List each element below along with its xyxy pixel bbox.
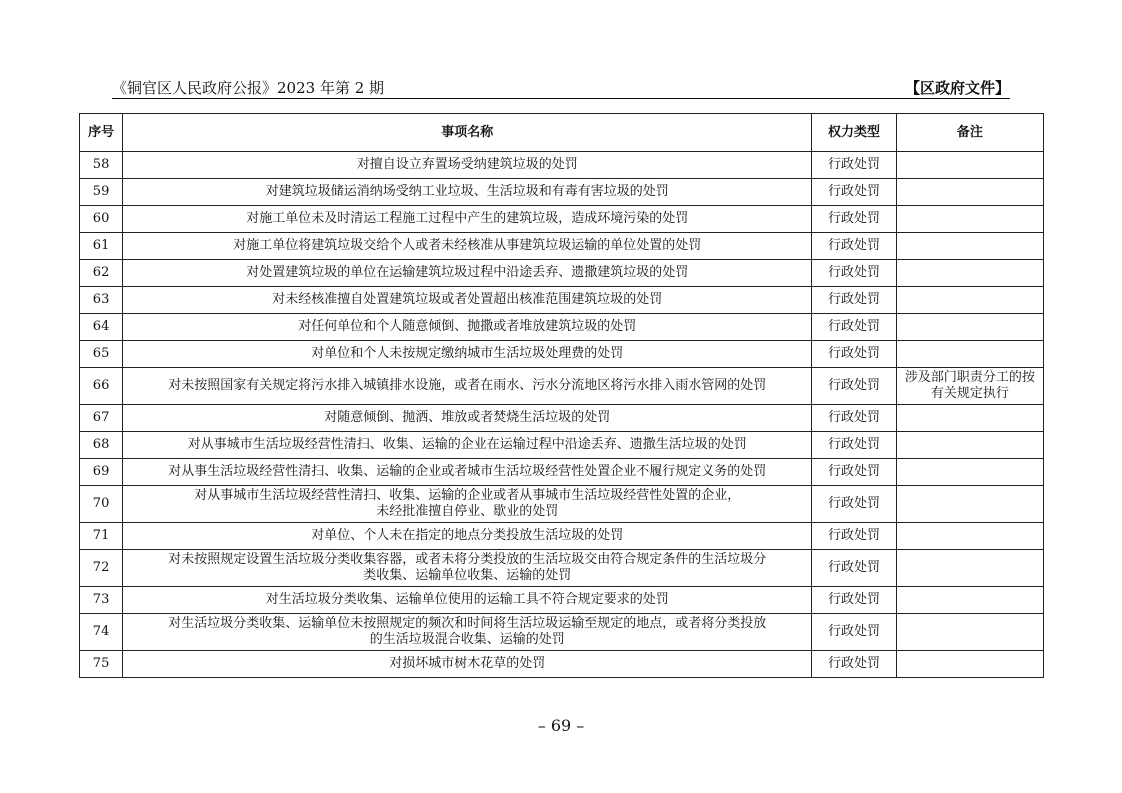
row-item-name [123,523,812,550]
remark-line: 有关规定执行 [930,386,1009,401]
table-row [80,651,1044,678]
section-label: 【区政府文件】 [904,79,1010,97]
row-item-name [123,314,812,341]
row-power-type: 行政处罚 [812,233,896,260]
row-serial: 75 [80,651,123,678]
row-power-type: 行政处罚 [812,206,896,233]
row-item-name [123,651,812,678]
row-item-name [123,179,812,206]
row-remarks [896,233,1043,260]
row-serial: 67 [80,405,123,432]
row-serial: 68 [80,432,123,459]
row-power-type: 行政处罚 [812,651,896,678]
row-power-type: 行政处罚 [812,587,896,614]
row-power-type: 行政处罚 [812,341,896,368]
row-serial: 70 [80,486,123,523]
row-remarks [896,368,1043,405]
row-serial: 58 [80,152,123,179]
row-power-type: 行政处罚 [812,368,896,405]
row-remarks [896,486,1043,523]
row-power-type: 行政处罚 [812,459,896,486]
row-remarks [896,523,1043,550]
row-serial: 73 [80,587,123,614]
row-item-name [123,341,812,368]
row-serial: 64 [80,314,123,341]
page-number: – 69 – [537,716,585,735]
table-row [80,486,1044,523]
row-power-type: 行政处罚 [812,432,896,459]
item-name-line: 对单位、个人未在指定的地点分类投放生活垃圾的处罚 [311,528,624,543]
row-serial: 66 [80,368,123,405]
table-row [80,314,1044,341]
header-divider [112,98,1010,99]
row-serial: 72 [80,550,123,587]
table-row [80,206,1044,233]
item-name-line: 对任何单位和个人随意倾倒、抛撒或者堆放建筑垃圾的处罚 [298,319,637,334]
item-name-line: 的生活垃圾混合收集、运输的处罚 [369,632,565,647]
row-power-type: 行政处罚 [812,486,896,523]
row-power-type: 行政处罚 [812,179,896,206]
row-serial: 59 [80,179,123,206]
row-remarks [896,651,1043,678]
row-remarks [896,179,1043,206]
item-name-line: 类收集、运输单位收集、运输的处罚 [363,568,572,583]
column-header-remarks: 备注 [896,114,1043,152]
row-serial: 63 [80,287,123,314]
row-remarks [896,459,1043,486]
row-item-name [123,152,812,179]
table-row [80,550,1044,587]
row-item-name [123,260,812,287]
row-item-name [123,368,812,405]
row-item-name [123,459,812,486]
row-power-type: 行政处罚 [812,287,896,314]
row-serial: 71 [80,523,123,550]
table-row [80,179,1044,206]
row-power-type: 行政处罚 [812,523,896,550]
authority-items-table [79,113,1044,678]
item-name-line: 对建筑垃圾储运消纳场受纳工业垃圾、生活垃圾和有毒有害垃圾的处罚 [265,184,669,199]
row-remarks [896,341,1043,368]
table-row [80,233,1044,260]
remark-line: 涉及部门职责分工的按 [904,370,1035,385]
table-row [80,614,1044,651]
row-remarks [896,152,1043,179]
item-name-line: 对单位和个人未按规定缴纳城市生活垃圾处理费的处罚 [311,346,624,361]
row-item-name [123,550,812,587]
item-name-line: 未经批准擅自停业、歇业的处罚 [376,504,559,519]
table-row [80,287,1044,314]
row-serial: 61 [80,233,123,260]
item-name-line: 对擅自设立弃置场受纳建筑垃圾的处罚 [356,157,578,172]
row-power-type: 行政处罚 [812,314,896,341]
row-remarks [896,206,1043,233]
item-name-line: 对从事生活垃圾经营性清扫、收集、运输的企业或者城市生活垃圾经营性处置企业不履行规定义务的处罚 [168,464,767,479]
row-serial: 62 [80,260,123,287]
row-power-type: 行政处罚 [812,405,896,432]
table-body [80,152,1044,678]
item-name-line: 对施工单位将建筑垃圾交给个人或者未经核准从事建筑垃圾运输的单位处置的处罚 [233,238,702,253]
item-name-line: 对随意倾倒、抛洒、堆放或者焚烧生活垃圾的处罚 [324,410,611,425]
row-power-type: 行政处罚 [812,550,896,587]
item-name-line: 对未按照规定设置生活垃圾分类收集容器，或者未将分类投放的生活垃圾交由符合规定条件的生活垃圾分 [168,552,767,567]
item-name-line: 对未经核准擅自处置建筑垃圾或者处置超出核准范围建筑垃圾的处罚 [272,292,663,307]
row-remarks [896,314,1043,341]
table-row [80,523,1044,550]
item-name-line: 对生活垃圾分类收集、运输单位未按照规定的频次和时间将生活垃圾运输至规定的地点，或者将分类投放 [168,616,767,631]
table-row [80,587,1044,614]
column-header-power-type: 权力类型 [812,114,896,152]
row-power-type: 行政处罚 [812,260,896,287]
table-row [80,432,1044,459]
row-serial: 65 [80,341,123,368]
table-header-row [80,114,1044,152]
row-remarks [896,260,1043,287]
row-remarks [896,432,1043,459]
item-name-line: 对从事城市生活垃圾经营性清扫、收集、运输的企业或者从事城市生活垃圾经营性处置的企业， [194,488,741,503]
item-name-line: 对未按照国家有关规定将污水排入城镇排水设施，或者在雨水、污水分流地区将污水排入雨水管网的处罚 [168,378,767,393]
table-row [80,459,1044,486]
column-header-item-name: 事项名称 [123,114,812,152]
table-row [80,341,1044,368]
publication-title: 《铜官区人民政府公报》2023 年第 2 期 [112,79,385,97]
table-row [80,405,1044,432]
row-item-name [123,233,812,260]
table-row [80,368,1044,405]
row-item-name [123,206,812,233]
row-remarks [896,587,1043,614]
item-name-line: 对损坏城市树木花草的处罚 [389,656,546,671]
row-item-name [123,486,812,523]
row-item-name [123,405,812,432]
row-serial: 69 [80,459,123,486]
table-row [80,152,1044,179]
row-remarks [896,550,1043,587]
row-item-name [123,614,812,651]
row-serial: 74 [80,614,123,651]
row-remarks [896,614,1043,651]
row-item-name [123,287,812,314]
item-name-line: 对处置建筑垃圾的单位在运输建筑垃圾过程中沿途丢弃、遗撒建筑垃圾的处罚 [246,265,689,280]
column-header-serial: 序号 [80,114,123,152]
item-name-line: 对生活垃圾分类收集、运输单位使用的运输工具不符合规定要求的处罚 [265,592,669,607]
row-remarks [896,405,1043,432]
row-remarks [896,287,1043,314]
table-row [80,260,1044,287]
row-item-name [123,587,812,614]
row-item-name [123,432,812,459]
row-serial: 60 [80,206,123,233]
item-name-line: 对从事城市生活垃圾经营性清扫、收集、运输的企业在运输过程中沿途丢弃、遗撒生活垃圾的处罚 [187,437,747,452]
row-power-type: 行政处罚 [812,614,896,651]
item-name-line: 对施工单位未及时清运工程施工过程中产生的建筑垃圾，造成环境污染的处罚 [246,211,689,226]
row-power-type: 行政处罚 [812,152,896,179]
